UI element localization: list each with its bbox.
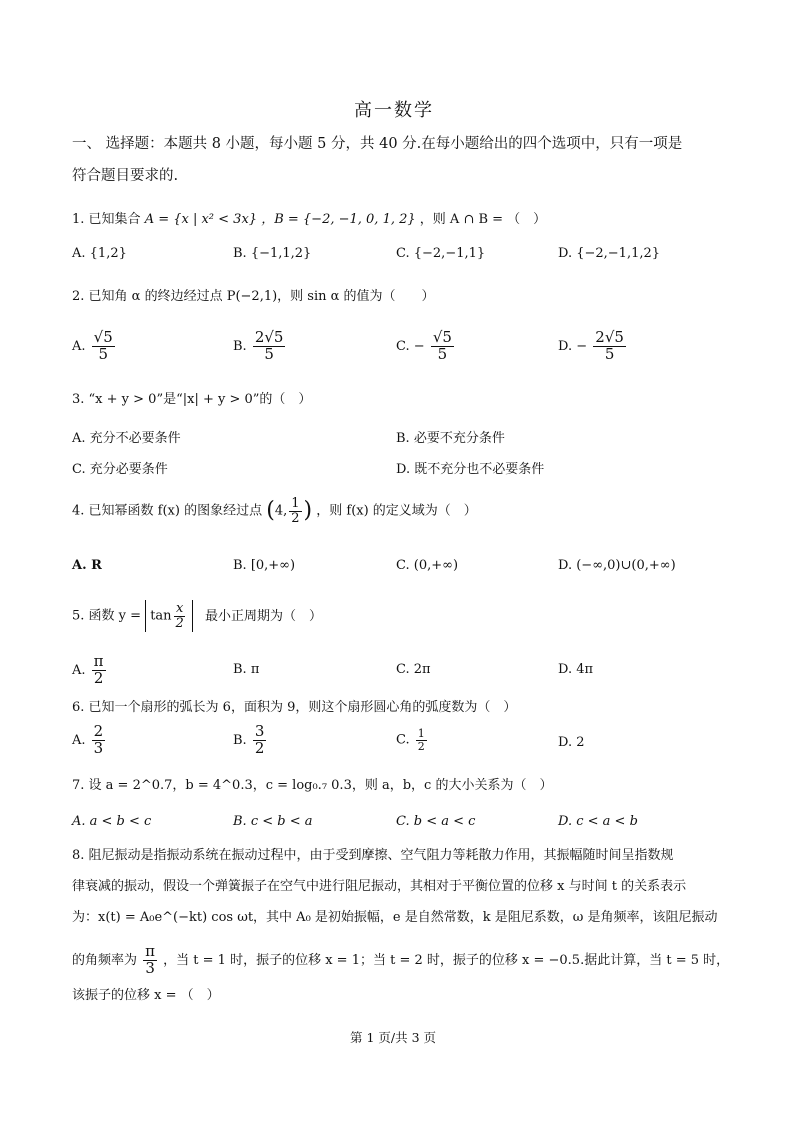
q5-option-a-label: A. <box>72 662 86 678</box>
question-5-stem <box>72 600 322 632</box>
question-8-line5: 该振子的位移 x = （ ） <box>72 988 220 1003</box>
page-footer: 第 1 页/共 3 页 <box>350 1030 437 1045</box>
q6-option-b-label: B. <box>233 732 247 748</box>
q5-stem-prefix: 5. 函数 y = <box>72 608 142 624</box>
q2-option-b <box>233 330 287 363</box>
q1-stem-suffix: ，则 A ∩ B = （ ） <box>419 212 547 227</box>
denominator: 5 <box>437 344 448 363</box>
q6-option-d: D. 2 <box>558 735 585 750</box>
q6-option-a <box>72 724 107 757</box>
q1-option-d: D. {−2,−1,1,2} <box>558 246 661 261</box>
q6-option-c-label: C. <box>396 732 410 748</box>
numerator: 1 <box>291 496 300 511</box>
denominator: 5 <box>264 344 274 363</box>
q6-option-a-label: A. <box>72 732 86 748</box>
right-paren: ) <box>303 498 313 524</box>
q2-option-c <box>396 330 456 363</box>
minus-sign: − <box>413 338 425 354</box>
q3-option-b: B. 必要不充分条件 <box>396 431 505 446</box>
question-7-stem: 7. 设 a = 2^0.7，b = 4^0.3，c = log₀.₇ 0.3，则 a，b，c 的大小关系为（ ） <box>72 778 553 793</box>
q1-set-a: A = {x | x² < 3x} <box>144 212 258 227</box>
q7-option-c: C. b < a < c <box>396 814 476 829</box>
question-6-stem: 6. 已知一个扇形的弧长为 6，面积为 9，则这个扇形圆心角的弧度数为（ ） <box>72 700 517 715</box>
denominator: 2 <box>291 510 300 526</box>
q5-option-b: B. π <box>233 662 260 677</box>
denominator: 2 <box>93 668 104 687</box>
q1-stem-prefix: 1. 已知集合 <box>72 212 141 227</box>
q5-x-over-2 <box>174 602 186 630</box>
q6-option-c <box>396 728 429 752</box>
q6-option-b-fraction <box>253 724 267 757</box>
q1-option-b: B. {−1,1,2} <box>233 246 312 261</box>
numerator: 3 <box>254 722 265 740</box>
q3-option-a: A. 充分不必要条件 <box>72 431 181 446</box>
question-2-stem: 2. 已知角 α 的终边经过点 P(−2,1)，则 sin α 的值为（ ） <box>72 289 435 304</box>
section-header-line1: 一、 选择题：本题共 8 小题，每小题 5 分，共 40 分.在每小题给出的四个选项中，只有一项是 <box>72 136 683 152</box>
question-4-stem <box>72 497 477 525</box>
question-1-stem <box>72 210 546 230</box>
numerator: 2√5 <box>254 328 284 346</box>
q2-option-d-fraction <box>593 330 626 363</box>
q7-option-d: D. c < a < b <box>558 814 638 829</box>
tan-function: tan <box>150 608 172 624</box>
denominator: 3 <box>145 958 155 977</box>
q5-option-a <box>72 654 108 687</box>
left-paren: ( <box>266 498 275 524</box>
numerator: √5 <box>93 328 113 346</box>
q8-line4-prefix: 的角频率为 <box>72 952 138 968</box>
denominator: 5 <box>604 344 615 363</box>
q7-option-a: A. a < b < c <box>72 814 152 829</box>
q5-stem-suffix: 最小正周期为（ ） <box>204 608 322 624</box>
q8-pi-over-3 <box>143 944 157 977</box>
q2-option-d <box>558 330 628 363</box>
q4-point-y-fraction <box>289 497 301 525</box>
question-8-line4 <box>72 944 729 977</box>
q4-stem-suffix: ，则 f(x) 的定义域为（ ） <box>316 503 477 519</box>
denominator: 2 <box>417 739 425 753</box>
question-8-line3: 为：x(t) = A₀e^(−kt) cos ωt，其中 A₀ 是初始振幅，e 是自然常数，k 是阻尼系数，ω 是角频率，该阻尼振动 <box>72 910 718 925</box>
q7-option-b: B. c < b < a <box>233 814 313 829</box>
q3-option-c: C. 充分必要条件 <box>72 462 168 477</box>
numerator: 2√5 <box>595 328 624 346</box>
numerator: x <box>176 601 184 616</box>
q5-abs-expression <box>145 600 193 632</box>
question-8-line1: 8. 阻尼振动是指振动系统在振动过程中，由于受到摩擦、空气阻力等耗散力作用，其振幅随时间呈指数规 <box>72 848 674 863</box>
q3-option-d: D. 既不充分也不必要条件 <box>396 462 545 477</box>
q4-option-c: C. (0,+∞) <box>396 558 459 573</box>
q1-set-b: ，B = {−2, −1, 0, 1, 2} <box>261 212 416 227</box>
q8-line4-suffix: ，当 t = 1 时，振子的位移 x = 1；当 t = 2 时，振子的位移 x = −0.5.据此计算，当 t = 5 时， <box>163 952 730 968</box>
q4-option-b: B. [0,+∞) <box>233 558 296 573</box>
q6-option-b <box>233 724 268 757</box>
numerator: π <box>93 652 104 670</box>
numerator: √5 <box>432 328 452 346</box>
page-title: 高一数学 <box>354 100 434 121</box>
q2-option-b-fraction <box>253 330 286 363</box>
q2-option-a <box>72 330 117 363</box>
q2-option-c-label: C. <box>396 338 410 354</box>
q2-option-a-fraction <box>92 330 115 363</box>
denominator: 2 <box>175 615 184 631</box>
q4-option-a: A. R <box>72 558 102 573</box>
q1-option-a: A. {1,2} <box>72 246 127 261</box>
question-3-stem: 3. “x + y > 0”是“|x| + y > 0”的（ ） <box>72 392 312 407</box>
denominator: 3 <box>93 738 104 757</box>
q5-option-c: C. 2π <box>396 662 431 677</box>
question-8-line2: 律衰减的振动，假设一个弹簧振子在空气中进行阻尼振动，其相对于平衡位置的位移 x 与时间 t 的关系表示 <box>72 879 687 894</box>
q4-option-d: D. (−∞,0)∪(0,+∞) <box>558 558 676 573</box>
q4-stem-prefix: 4. 已知幂函数 f(x) 的图象经过点 <box>72 503 263 519</box>
q2-option-d-label: D. <box>558 338 573 354</box>
q5-option-d: D. 4π <box>558 662 594 677</box>
q5-option-a-fraction <box>92 654 106 687</box>
denominator: 2 <box>254 738 265 757</box>
minus-sign: − <box>576 338 588 354</box>
q2-option-c-fraction <box>431 330 454 363</box>
q1-option-c: C. {−2,−1,1} <box>396 246 486 261</box>
section-header-line2: 符合题目要求的. <box>72 168 179 184</box>
numerator: 1 <box>417 727 425 740</box>
denominator: 5 <box>98 344 108 363</box>
numerator: 2 <box>93 722 104 740</box>
q6-option-a-fraction <box>92 724 106 757</box>
numerator: π <box>145 942 156 960</box>
q2-option-a-label: A. <box>72 338 86 354</box>
q4-point-x: 4, <box>274 503 288 519</box>
q2-option-b-label: B. <box>233 338 247 354</box>
q6-option-c-fraction <box>416 728 427 752</box>
